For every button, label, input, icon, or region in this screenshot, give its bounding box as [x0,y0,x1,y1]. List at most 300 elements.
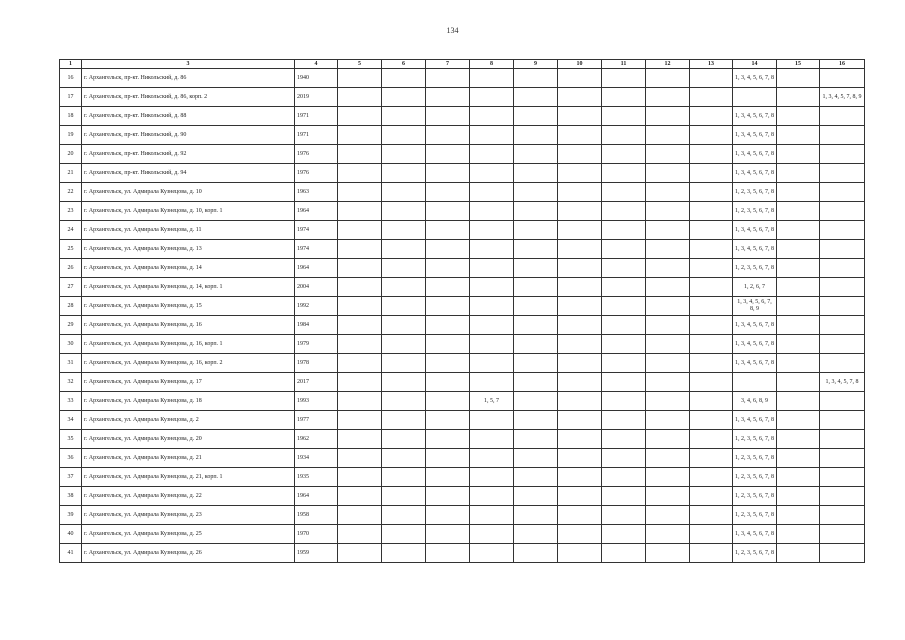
year-built-cell: 1984 [295,316,338,335]
table-row [60,259,865,278]
year-built-cell: 2004 [295,278,338,297]
col-5-cell [338,221,382,240]
col-13-cell [690,392,733,411]
table-row [60,202,865,221]
address-cell: г. Архангельск, ул. Адмирала Кузнецова, д. 26 [82,544,295,563]
table-body [60,69,865,563]
col-10-cell [558,373,602,392]
col-12-cell [646,126,690,145]
col-10-cell [558,525,602,544]
col-7-cell [426,88,470,107]
col-13-cell [690,449,733,468]
col-5-cell [338,164,382,183]
col-9-cell [514,449,558,468]
year-built-cell: 1976 [295,164,338,183]
col-14-codes-cell: 1, 3, 4, 5, 6, 7, 8 [733,69,777,88]
table-row [60,126,865,145]
table-row [60,145,865,164]
col-14-codes-cell [733,373,777,392]
col-9-cell [514,145,558,164]
col-6-cell [382,145,426,164]
col-11-cell [602,107,646,126]
col-15-cell [777,354,820,373]
address-cell: г. Архангельск, пр-кт. Никольский, д. 94 [82,164,295,183]
col-8-cell [470,240,514,259]
col-16-codes-cell [820,202,865,221]
row-number-cell: 28 [60,297,82,316]
col-5-cell [338,297,382,316]
col-5-cell [338,145,382,164]
housing-register-table [59,59,865,563]
table-row [60,487,865,506]
col-5-cell [338,430,382,449]
address-cell: г. Архангельск, ул. Адмирала Кузнецова, д. 21 [82,449,295,468]
row-number-cell: 40 [60,525,82,544]
row-number-cell: 31 [60,354,82,373]
year-built-cell: 1963 [295,183,338,202]
address-cell: г. Архангельск, ул. Адмирала Кузнецова, д. 17 [82,373,295,392]
col-15-cell [777,392,820,411]
year-built-cell: 1992 [295,297,338,316]
col-8-cell [470,202,514,221]
col-10-cell [558,487,602,506]
row-number-cell: 23 [60,202,82,221]
column-header-1: 1 [60,60,82,69]
col-12-cell [646,69,690,88]
col-11-cell [602,69,646,88]
col-10-cell [558,221,602,240]
col-13-cell [690,145,733,164]
col-10-cell [558,164,602,183]
col-15-cell [777,164,820,183]
table-row [60,107,865,126]
col-6-cell [382,183,426,202]
year-built-cell: 1959 [295,544,338,563]
row-number-cell: 33 [60,392,82,411]
table-row [60,183,865,202]
address-cell: г. Архангельск, ул. Адмирала Кузнецова, д. 25 [82,525,295,544]
col-8-cell [470,449,514,468]
col-15-cell [777,525,820,544]
address-cell: г. Архангельск, ул. Адмирала Кузнецова, д. 18 [82,392,295,411]
column-header-11: 11 [602,60,646,69]
col-13-cell [690,202,733,221]
table-row [60,468,865,487]
col-11-cell [602,354,646,373]
col-16-codes-cell [820,278,865,297]
col-13-cell [690,69,733,88]
address-cell: г. Архангельск, ул. Адмирала Кузнецова, д. 11 [82,221,295,240]
col-15-cell [777,107,820,126]
col-14-codes-cell: 1, 2, 3, 5, 6, 7, 8 [733,202,777,221]
col-6-cell [382,107,426,126]
col-16-codes-cell [820,145,865,164]
row-number-cell: 19 [60,126,82,145]
col-15-cell [777,88,820,107]
col-5-cell [338,487,382,506]
col-6-cell [382,335,426,354]
col-16-codes-cell [820,164,865,183]
col-13-cell [690,525,733,544]
col-12-cell [646,297,690,316]
table-row [60,240,865,259]
col-12-cell [646,240,690,259]
col-11-cell [602,373,646,392]
year-built-cell: 1964 [295,202,338,221]
address-cell: г. Архангельск, ул. Адмирала Кузнецова, д. 21, корп. 1 [82,468,295,487]
col-11-cell [602,392,646,411]
col-5-cell [338,392,382,411]
year-built-cell: 1993 [295,392,338,411]
col-5-cell [338,202,382,221]
column-header-10: 10 [558,60,602,69]
col-10-cell [558,183,602,202]
col-7-cell [426,316,470,335]
col-14-codes-cell [733,88,777,107]
col-9-cell [514,392,558,411]
col-16-codes-cell [820,449,865,468]
col-5-cell [338,525,382,544]
col-16-codes-cell [820,316,865,335]
col-16-codes-cell [820,126,865,145]
year-built-cell: 1935 [295,468,338,487]
col-11-cell [602,183,646,202]
col-15-cell [777,240,820,259]
col-6-cell [382,544,426,563]
col-13-cell [690,506,733,525]
col-13-cell [690,335,733,354]
col-11-cell [602,221,646,240]
col-5-cell [338,449,382,468]
row-number-cell: 39 [60,506,82,525]
col-9-cell [514,221,558,240]
col-10-cell [558,411,602,430]
row-number-cell: 36 [60,449,82,468]
col-14-codes-cell: 1, 3, 4, 5, 6, 7, 8 [733,240,777,259]
col-7-cell [426,183,470,202]
col-14-codes-cell: 1, 2, 3, 5, 6, 7, 8 [733,506,777,525]
table-row [60,506,865,525]
col-8-cell [470,278,514,297]
col-16-codes-cell [820,259,865,278]
col-7-cell [426,278,470,297]
col-9-cell [514,202,558,221]
col-7-cell [426,335,470,354]
col-7-cell [426,373,470,392]
col-8-cell [470,525,514,544]
year-built-cell: 1958 [295,506,338,525]
col-5-cell [338,373,382,392]
col-15-cell [777,468,820,487]
col-5-cell [338,278,382,297]
col-13-cell [690,297,733,316]
col-15-cell [777,449,820,468]
col-8-cell [470,335,514,354]
col-9-cell [514,278,558,297]
col-13-cell [690,88,733,107]
row-number-cell: 16 [60,69,82,88]
col-12-cell [646,107,690,126]
col-14-codes-cell: 1, 3, 4, 5, 6, 7, 8 [733,126,777,145]
row-number-cell: 21 [60,164,82,183]
col-14-codes-cell: 1, 3, 4, 5, 6, 7, 8 [733,221,777,240]
column-header-6: 6 [382,60,426,69]
row-number-cell: 35 [60,430,82,449]
col-14-codes-cell: 1, 3, 4, 5, 6, 7, 8 [733,525,777,544]
col-7-cell [426,202,470,221]
col-16-codes-cell [820,354,865,373]
col-15-cell [777,126,820,145]
col-11-cell [602,544,646,563]
col-11-cell [602,126,646,145]
col-7-cell [426,164,470,183]
row-number-cell: 17 [60,88,82,107]
year-built-cell: 1940 [295,69,338,88]
table-row [60,449,865,468]
table-row [60,278,865,297]
col-7-cell [426,221,470,240]
col-5-cell [338,183,382,202]
col-16-codes-cell [820,240,865,259]
col-7-cell [426,449,470,468]
col-10-cell [558,430,602,449]
col-13-cell [690,316,733,335]
col-7-cell [426,145,470,164]
col-14-codes-cell: 1, 3, 4, 5, 6, 7, 8, 9 [733,297,777,316]
col-14-codes-cell: 1, 2, 6, 7 [733,278,777,297]
row-number-cell: 32 [60,373,82,392]
year-built-cell: 1977 [295,411,338,430]
table-row [60,316,865,335]
col-16-codes-cell [820,506,865,525]
col-12-cell [646,373,690,392]
col-15-cell [777,430,820,449]
col-14-codes-cell: 3, 4, 6, 8, 9 [733,392,777,411]
col-13-cell [690,240,733,259]
col-14-codes-cell: 1, 3, 4, 5, 6, 7, 8 [733,411,777,430]
col-16-codes-cell [820,221,865,240]
col-8-cell [470,430,514,449]
col-8-cell [470,468,514,487]
col-8-cell [470,88,514,107]
col-11-cell [602,240,646,259]
year-built-cell: 1934 [295,449,338,468]
col-11-cell [602,468,646,487]
col-12-cell [646,88,690,107]
col-6-cell [382,506,426,525]
col-12-cell [646,430,690,449]
col-14-codes-cell: 1, 2, 3, 5, 6, 7, 8 [733,468,777,487]
col-12-cell [646,202,690,221]
col-5-cell [338,240,382,259]
col-13-cell [690,487,733,506]
col-15-cell [777,297,820,316]
table-row [60,544,865,563]
col-14-codes-cell: 1, 2, 3, 5, 6, 7, 8 [733,183,777,202]
col-5-cell [338,107,382,126]
col-16-codes-cell [820,525,865,544]
col-6-cell [382,221,426,240]
year-built-cell: 1978 [295,354,338,373]
table-row [60,297,865,316]
address-cell: г. Архангельск, ул. Адмирала Кузнецова, д. 13 [82,240,295,259]
column-header-5: 5 [338,60,382,69]
col-8-cell [470,145,514,164]
table-row [60,221,865,240]
col-6-cell [382,392,426,411]
year-built-cell: 1970 [295,525,338,544]
col-14-codes-cell: 1, 2, 3, 5, 6, 7, 8 [733,487,777,506]
col-10-cell [558,354,602,373]
col-11-cell [602,487,646,506]
col-12-cell [646,145,690,164]
col-15-cell [777,411,820,430]
col-9-cell [514,411,558,430]
col-7-cell [426,487,470,506]
col-14-codes-cell: 1, 3, 4, 5, 6, 7, 8 [733,107,777,126]
col-8-cell [470,411,514,430]
col-6-cell [382,487,426,506]
col-15-cell [777,202,820,221]
column-header-8: 8 [470,60,514,69]
col-8-cell [470,126,514,145]
col-7-cell [426,240,470,259]
col-14-codes-cell: 1, 3, 4, 5, 6, 7, 8 [733,335,777,354]
table-row [60,354,865,373]
col-13-cell [690,259,733,278]
col-6-cell [382,411,426,430]
col-10-cell [558,449,602,468]
col-7-cell [426,259,470,278]
column-header-7: 7 [426,60,470,69]
col-14-codes-cell: 1, 3, 4, 5, 6, 7, 8 [733,354,777,373]
col-15-cell [777,183,820,202]
col-11-cell [602,449,646,468]
col-9-cell [514,525,558,544]
col-8-cell [470,316,514,335]
year-built-cell: 1962 [295,430,338,449]
col-6-cell [382,69,426,88]
col-15-cell [777,259,820,278]
col-7-cell [426,468,470,487]
col-10-cell [558,506,602,525]
col-8-cell [470,107,514,126]
col-11-cell [602,506,646,525]
year-built-cell: 2019 [295,88,338,107]
col-12-cell [646,449,690,468]
col-10-cell [558,297,602,316]
col-14-codes-cell: 1, 3, 4, 5, 6, 7, 8 [733,145,777,164]
col-11-cell [602,164,646,183]
col-6-cell [382,430,426,449]
col-10-cell [558,126,602,145]
address-cell: г. Архангельск, ул. Адмирала Кузнецова, д. 10, корп. 1 [82,202,295,221]
address-cell: г. Архангельск, ул. Адмирала Кузнецова, д. 16, корп. 1 [82,335,295,354]
address-cell: г. Архангельск, пр-кт. Никольский, д. 86 [82,69,295,88]
col-8-cell [470,373,514,392]
col-16-codes-cell [820,183,865,202]
col-9-cell [514,297,558,316]
col-9-cell [514,69,558,88]
col-10-cell [558,202,602,221]
col-13-cell [690,183,733,202]
col-12-cell [646,392,690,411]
col-5-cell [338,126,382,145]
col-6-cell [382,297,426,316]
address-cell: г. Архангельск, пр-кт. Никольский, д. 92 [82,145,295,164]
col-15-cell [777,145,820,164]
col-11-cell [602,145,646,164]
col-15-cell [777,487,820,506]
col-16-codes-cell [820,69,865,88]
col-9-cell [514,354,558,373]
col-13-cell [690,430,733,449]
col-9-cell [514,88,558,107]
col-13-cell [690,411,733,430]
col-10-cell [558,88,602,107]
address-cell: г. Архангельск, ул. Адмирала Кузнецова, д. 16, корп. 2 [82,354,295,373]
col-10-cell [558,145,602,164]
col-8-cell [470,487,514,506]
col-16-codes-cell [820,297,865,316]
row-number-cell: 18 [60,107,82,126]
col-10-cell [558,392,602,411]
year-built-cell: 1971 [295,107,338,126]
col-16-codes-cell [820,411,865,430]
row-number-cell: 34 [60,411,82,430]
col-12-cell [646,164,690,183]
col-12-cell [646,354,690,373]
col-5-cell [338,354,382,373]
col-6-cell [382,240,426,259]
col-7-cell [426,525,470,544]
table-row [60,430,865,449]
row-number-cell: 41 [60,544,82,563]
year-built-cell: 1974 [295,221,338,240]
row-number-cell: 38 [60,487,82,506]
table-row [60,373,865,392]
col-16-codes-cell [820,392,865,411]
col-7-cell [426,354,470,373]
col-16-codes-cell [820,487,865,506]
address-cell: г. Архангельск, ул. Адмирала Кузнецова, д. 16 [82,316,295,335]
col-9-cell [514,316,558,335]
col-13-cell [690,544,733,563]
year-built-cell: 1964 [295,259,338,278]
table-header [60,60,865,69]
col-12-cell [646,544,690,563]
row-number-cell: 27 [60,278,82,297]
col-6-cell [382,259,426,278]
row-number-cell: 30 [60,335,82,354]
col-13-cell [690,221,733,240]
col-15-cell [777,335,820,354]
col-8-cell [470,164,514,183]
col-13-cell [690,373,733,392]
row-number-cell: 37 [60,468,82,487]
address-cell: г. Архангельск, ул. Адмирала Кузнецова, д. 2 [82,411,295,430]
col-16-codes-cell [820,107,865,126]
col-6-cell [382,373,426,392]
col-9-cell [514,430,558,449]
col-11-cell [602,278,646,297]
col-9-cell [514,126,558,145]
col-7-cell [426,411,470,430]
col-12-cell [646,506,690,525]
year-built-cell: 1971 [295,126,338,145]
table-row [60,69,865,88]
col-16-codes-cell [820,544,865,563]
